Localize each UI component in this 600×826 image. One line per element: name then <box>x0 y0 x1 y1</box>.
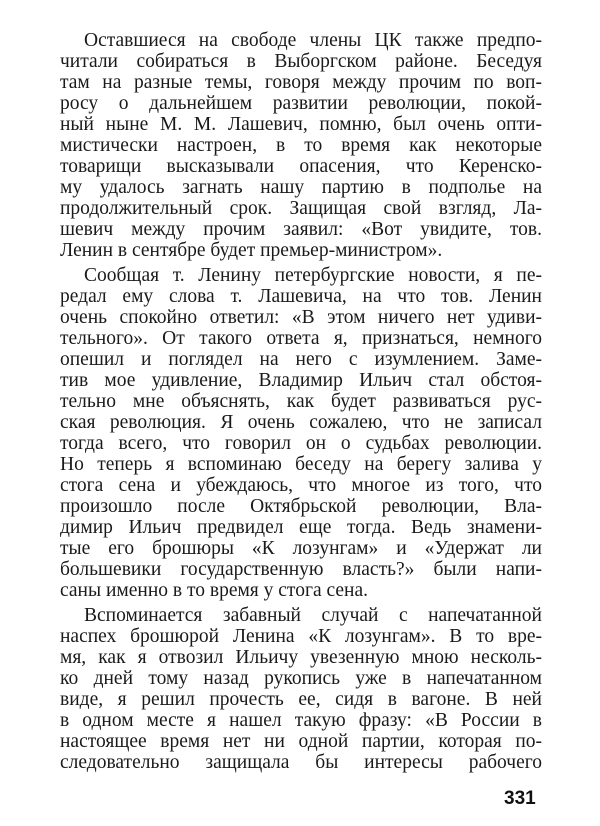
text-line: шевич между прочим заявил: «Вот увидите, тов. <box>60 219 542 240</box>
text-line: ный ныне М. М. Лашевич, помню, был очень опти- <box>60 114 542 135</box>
text-line: настоящее время нет ни одной партии, которая по- <box>60 731 542 752</box>
paragraph-1 <box>60 30 542 261</box>
text-line: ко дней тому назад рукопись уже в напечатанном <box>60 668 542 689</box>
text-line: там на разные темы, говоря между прочим по воп- <box>60 72 542 93</box>
paragraph-2 <box>60 265 542 601</box>
text-line: тельно мне объяснять, как будет развиваться рус- <box>60 391 542 412</box>
text-line: Но теперь я вспоминаю беседу на берегу залива у <box>60 454 542 475</box>
text-line: произошло после Октябрьской революции, Вла- <box>60 496 542 517</box>
text-line: очень спокойно ответил: «В этом ничего нет удиви- <box>60 307 542 328</box>
page-number: 331 <box>504 788 536 809</box>
text-line: тельного». От такого ответа я, признаться, немного <box>60 328 542 349</box>
text-line: Оставшиеся на свободе члены ЦК также предпо- <box>84 30 542 51</box>
text-line: димир Ильич предвидел еще тогда. Ведь знамени- <box>60 517 542 538</box>
text-line: товарищи высказывали опасения, что Керенско- <box>60 156 542 177</box>
text-line: стога сена и убеждаюсь, что многое из того, что <box>60 475 542 496</box>
text-line: мя, как я отвозил Ильичу увезенную мною несколь- <box>60 647 542 668</box>
text-line: Ленин в сентябре будет премьер-министром». <box>60 240 443 261</box>
text-line: опешил и поглядел на него с изумлением. Заме- <box>60 349 542 370</box>
text-line: Вспоминается забавный случай с напечатанной <box>84 605 542 626</box>
text-line: му удалось загнать нашу партию в подполье на <box>60 177 542 198</box>
page-body <box>60 30 542 777</box>
text-line: тые его брошюры «К лозунгам» и «Удержат ли <box>60 538 542 559</box>
text-line: следовательно защищала бы интересы рабочего <box>60 752 542 773</box>
text-line: тив мое удивление, Владимир Ильич стал обстоя- <box>60 370 542 391</box>
text-line: читали собираться в Выборгском районе. Беседуя <box>60 51 542 72</box>
paragraph-3 <box>60 605 542 773</box>
text-line: в одном месте я нашел такую фразу: «В России в <box>60 710 542 731</box>
text-line: росу о дальнейшем развитии революции, покой- <box>60 93 542 114</box>
text-line: редал ему слова т. Лашевича, на что тов. Ленин <box>60 286 542 307</box>
text-line: тогда всего, что говорил он о судьбах революции. <box>60 433 542 454</box>
text-line: ская революция. Я очень сожалею, что не записал <box>60 412 542 433</box>
text-line: продолжительный срок. Защищая свой взгляд, Ла- <box>60 198 542 219</box>
text-line: мистически настроен, в то время как некоторые <box>60 135 542 156</box>
text-line: Сообщая т. Ленину петербургские новости, я пе- <box>84 265 542 286</box>
text-line: большевики государственную власть?» были напи- <box>60 559 542 580</box>
text-line: виде, я решил прочесть ее, сидя в вагоне. В ней <box>60 689 542 710</box>
text-line: наспех брошюрой Ленина «К лозунгам». В то вре- <box>60 626 542 647</box>
text-line: саны именно в то время у стога сена. <box>60 580 368 601</box>
